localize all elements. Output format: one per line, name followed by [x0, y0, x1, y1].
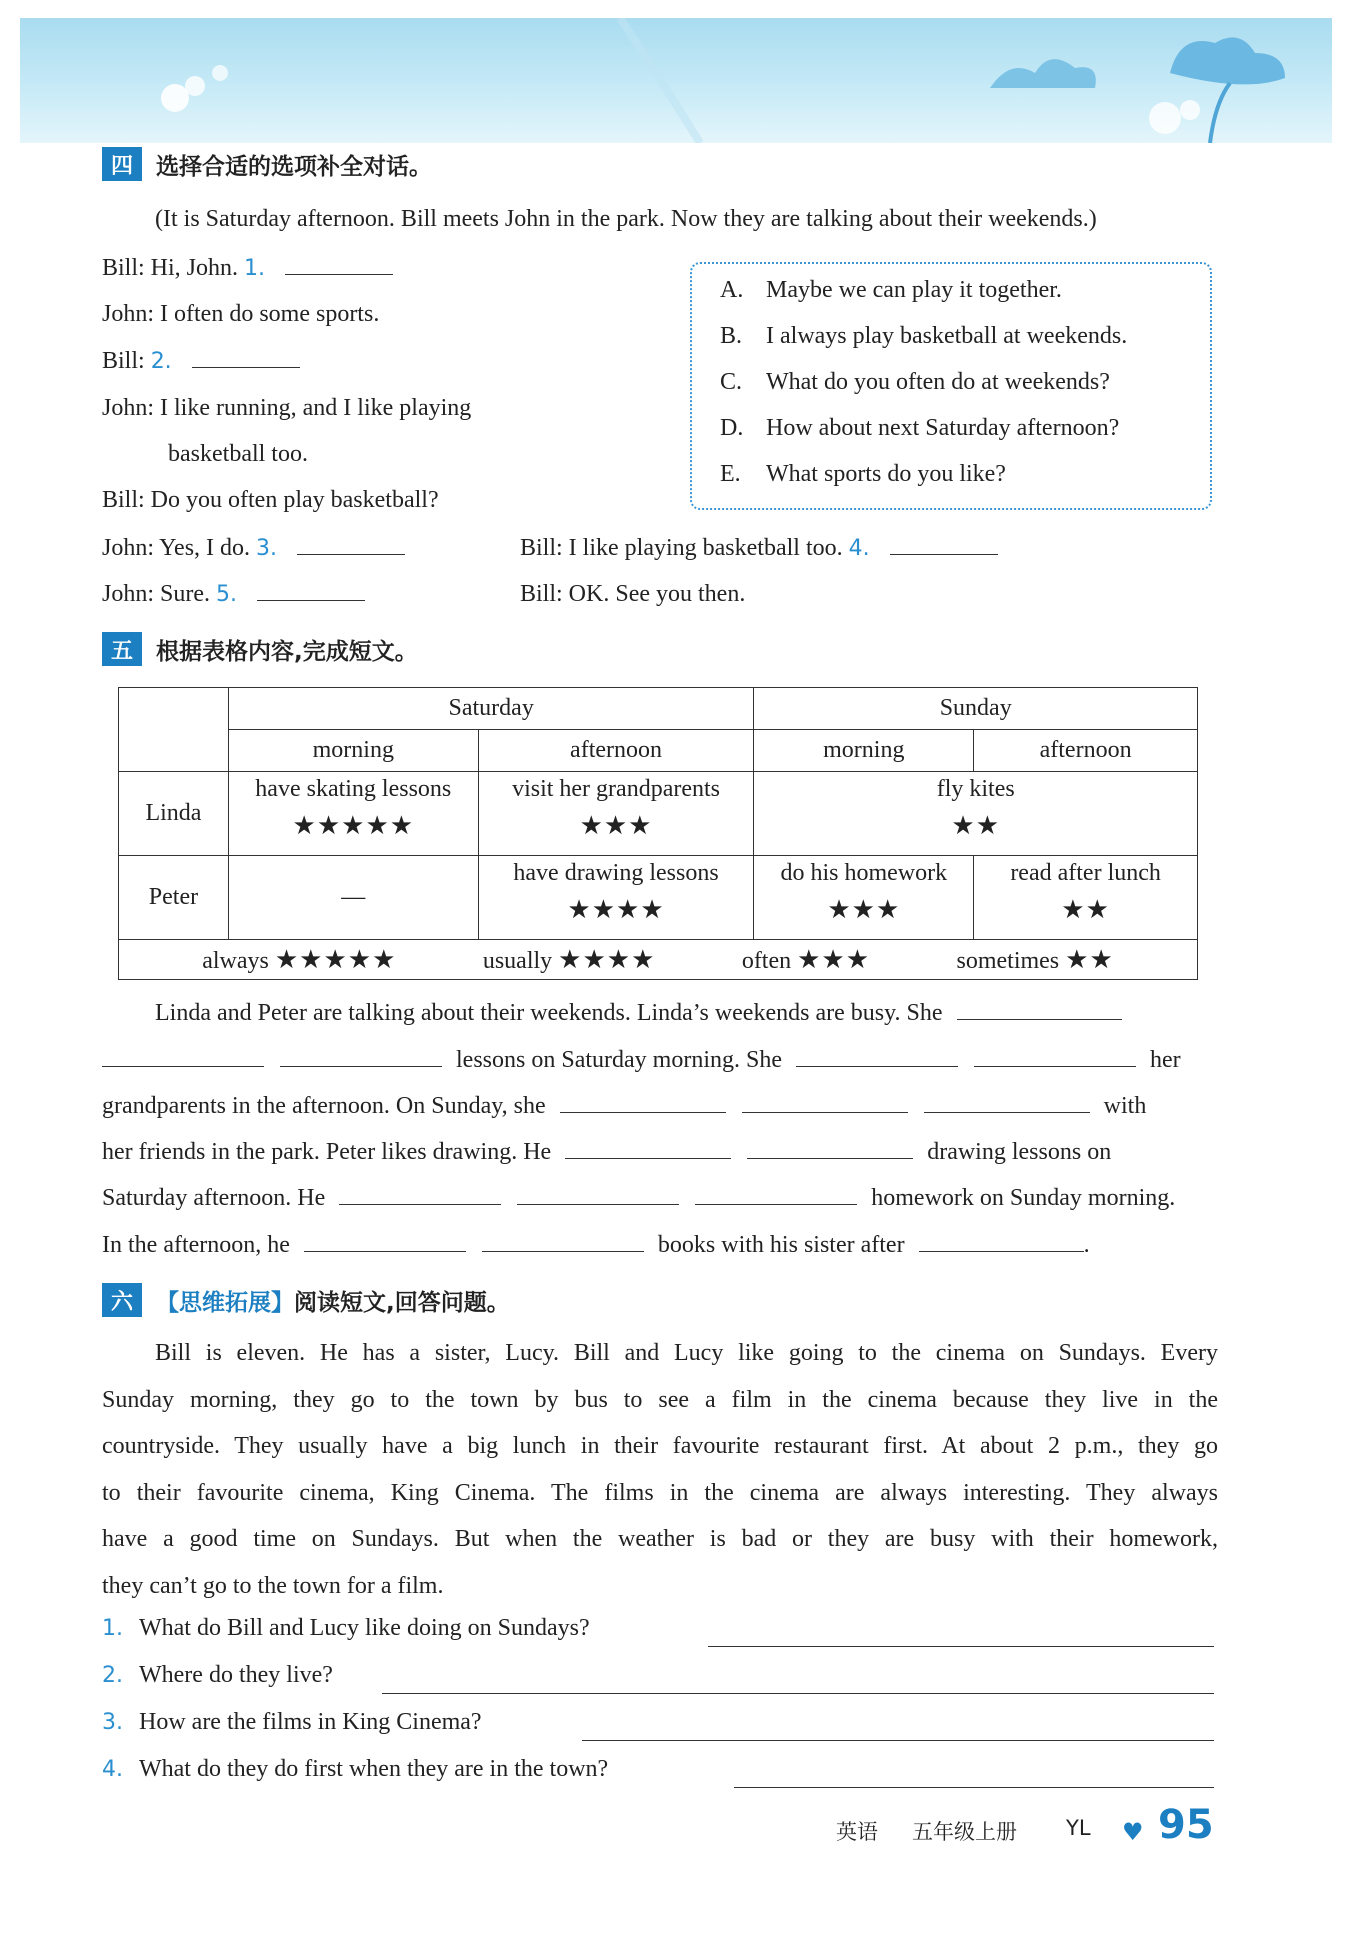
answer-blank-3[interactable]: [297, 532, 405, 555]
option-a: A. Maybe we can play it together.: [720, 277, 1062, 303]
section-4-number: 四: [102, 147, 142, 181]
answer-blank-2[interactable]: [192, 345, 300, 368]
header-sunday: Sunday: [754, 688, 1198, 730]
passage-blank[interactable]: [102, 1044, 264, 1067]
passage-blank[interactable]: [919, 1229, 1084, 1252]
dialogue-line-9: John: Sure. 5.: [102, 578, 365, 611]
linda-sunday: fly kites ★★: [754, 772, 1198, 856]
dialogue-line-8: Bill: I like playing basketball too. 4.: [520, 532, 998, 565]
blank-number-2: 2.: [150, 349, 172, 374]
blank-number-1: 1.: [244, 256, 266, 281]
passage-blank[interactable]: [560, 1090, 726, 1113]
blank-number-3: 3.: [256, 536, 278, 561]
footer-edition: YL: [1066, 1816, 1091, 1840]
section-6-header: [102, 1283, 510, 1317]
footer-grade: 五年级上册: [912, 1820, 1017, 1844]
option-e: E. What sports do you like?: [720, 461, 1006, 487]
option-b: B. I always play basketball at weekends.: [720, 323, 1128, 349]
heart-icon: ♥: [1122, 1818, 1144, 1846]
answer-line-4[interactable]: [734, 1787, 1214, 1788]
header-saturday: Saturday: [228, 688, 754, 730]
passage-blank[interactable]: [482, 1229, 644, 1252]
section-6-title: 阅读短文,回答问题。: [294, 1289, 510, 1316]
peter-sat-morning: —: [228, 856, 478, 940]
passage-blank[interactable]: [517, 1182, 679, 1205]
section-4-context: (It is Saturday afternoon. Bill meets John in the park. Now they are talking about their weekends.): [155, 206, 1097, 232]
section-5-header: [102, 632, 418, 666]
passage-blank[interactable]: [974, 1044, 1136, 1067]
question-3: 3. How are the films in King Cinema?: [102, 1709, 482, 1735]
stars-rating: ★★★: [579, 811, 653, 841]
answer-blank-1[interactable]: [285, 252, 393, 275]
passage-line-3: grandparents in the afternoon. On Sunday, she with: [102, 1090, 1146, 1122]
stars-rating: ★★★★: [567, 895, 665, 925]
section-4-header: [102, 147, 432, 181]
dialogue-line-6: Bill: Do you often play basketball?: [102, 487, 439, 513]
dialogue-line-5: basketball too.: [168, 441, 308, 467]
table-row-linda: [119, 772, 1198, 856]
options-box: [690, 262, 1212, 510]
section-6-tag: 【思维拓展】: [156, 1289, 294, 1316]
answer-blank-5[interactable]: [257, 578, 365, 601]
passage-line-2: lessons on Saturday morning. She her: [102, 1044, 1181, 1076]
header-sun-morning: morning: [754, 730, 974, 772]
linda-sat-morning: have skating lessons ★★★★★: [228, 772, 478, 856]
stars-rating: ★★★★★: [292, 811, 415, 841]
question-1: 1. What do Bill and Lucy like doing on Sundays?: [102, 1615, 590, 1641]
answer-line-2[interactable]: [382, 1693, 1214, 1694]
passage-line-1: Linda and Peter are talking about their weekends. Linda’s weekends are busy. She: [155, 997, 1122, 1029]
dialogue-line-3: Bill: 2.: [102, 345, 300, 378]
passage-blank[interactable]: [924, 1090, 1090, 1113]
option-d: D. How about next Saturday afternoon?: [720, 415, 1120, 441]
legend-sometimes: sometimes ★★: [956, 944, 1114, 975]
passage-blank[interactable]: [796, 1044, 958, 1067]
dialogue-line-4: John: I like running, and I like playing: [102, 395, 472, 421]
passage-blank[interactable]: [695, 1182, 857, 1205]
passage-blank[interactable]: [339, 1182, 501, 1205]
option-c: C. What do you often do at weekends?: [720, 369, 1110, 395]
dialogue-line-2: John: I often do some sports.: [102, 301, 380, 327]
header-sun-afternoon: afternoon: [974, 730, 1198, 772]
peter-sat-afternoon: have drawing lessons ★★★★: [478, 856, 754, 940]
passage-blank[interactable]: [742, 1090, 908, 1113]
stars-rating: ★★★: [827, 895, 901, 925]
passage-blank[interactable]: [280, 1044, 442, 1067]
blank-number-5: 5.: [216, 582, 237, 607]
stars-rating: ★★: [1061, 895, 1110, 925]
section-5-number: 五: [102, 632, 142, 666]
section-6-number: 六: [102, 1283, 142, 1317]
peter-sun-morning: do his homework ★★★: [754, 856, 974, 940]
passage-line-6: In the afternoon, he books with his sister after .: [102, 1229, 1090, 1261]
table-row-peter: [119, 856, 1198, 940]
header-sat-afternoon: afternoon: [478, 730, 754, 772]
passage-line-4: her friends in the park. Peter likes drawing. He drawing lessons on: [102, 1136, 1111, 1168]
blank-number-4: 4.: [848, 536, 870, 561]
linda-sat-afternoon: visit her grandparents ★★★: [478, 772, 754, 856]
section-4-title: 选择合适的选项补全对话。: [156, 153, 432, 180]
peter-sun-afternoon: read after lunch ★★: [974, 856, 1198, 940]
table-corner-cell: [119, 688, 229, 772]
footer-subject: 英语: [836, 1820, 878, 1844]
dialogue-line-7: John: Yes, I do. 3.: [102, 532, 405, 565]
answer-blank-4[interactable]: [890, 532, 998, 555]
passage-blank[interactable]: [957, 997, 1122, 1020]
answer-line-3[interactable]: [582, 1740, 1214, 1741]
dialogue-line-10: Bill: OK. See you then.: [520, 581, 746, 607]
legend-often: often ★★★: [741, 944, 871, 975]
passage-blank[interactable]: [565, 1136, 731, 1159]
row-name-linda: Linda: [119, 772, 229, 856]
legend-usually: usually ★★★★: [482, 944, 656, 975]
question-2: 2. Where do they live?: [102, 1662, 333, 1688]
reading-passage: Bill is eleven. He has a sister, Lucy. Bill and Lucy like going to the cinema on Sundays. Every Sunday morning, they go to the town by bus to see a film in the cinema because they live in the countryside. They usually have a big lunch in their favourite restaurant first. At about 2 p.m., they go to their favourite cinema, King Cinema. The films in the cinema are always interesting. They always have a good time on Sundays. But when the weather is bad or they are busy with their homework, they can’t go to the town for a film.: [102, 1340, 1218, 1599]
section-5-title: 根据表格内容,完成短文。: [156, 638, 418, 665]
row-name-peter: Peter: [119, 856, 229, 940]
passage-line-5: Saturday afternoon. He homework on Sunday morning.: [102, 1182, 1175, 1214]
schedule-table: [118, 687, 1198, 980]
answer-line-1[interactable]: [708, 1646, 1214, 1647]
table-legend-row: [119, 940, 1198, 980]
legend-always: always ★★★★★: [202, 944, 397, 975]
passage-blank[interactable]: [747, 1136, 913, 1159]
stars-rating: ★★: [951, 811, 1001, 841]
question-4: 4. What do they do first when they are in the town?: [102, 1756, 609, 1782]
passage-blank[interactable]: [304, 1229, 466, 1252]
dialogue-line-1: Bill: Hi, John. 1.: [102, 252, 393, 285]
page-number: 95: [1158, 1802, 1214, 1848]
header-sat-morning: morning: [228, 730, 478, 772]
